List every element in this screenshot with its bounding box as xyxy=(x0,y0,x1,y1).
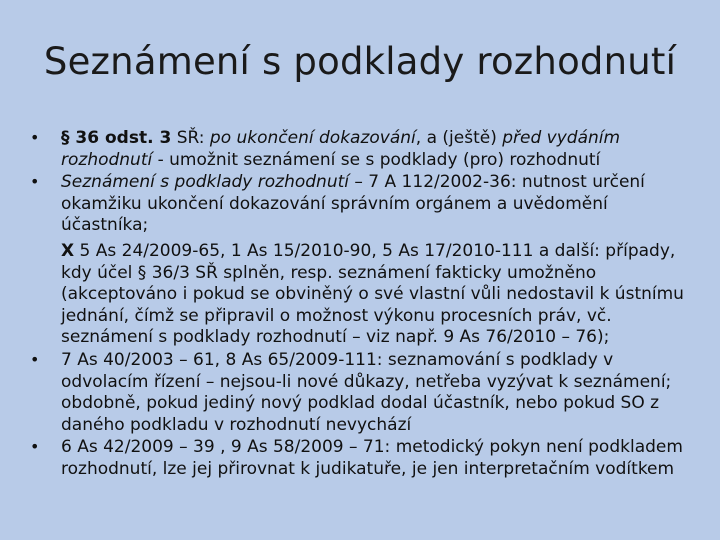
text-run: 5 As 24/2009-65, 1 As 15/2010-90, 5 As 17/2010-111 a další: případy, kdy účel § 36/3 SŘ splněn, resp. seznámení fakticky umožněno (akceptováno i pokud se obviněný o své vlastní vůli nedostavil k ústnímu jednání, čímž se připravil o možnost výkonu procesních práv, vč. seznámení s podklady rozhodnutí – viz např. 9 As 76/2010 – 76); xyxy=(61,240,684,348)
bullet-item-1 xyxy=(30,128,700,171)
text-run: - umožnit seznámení se s podklady (pro) rozhodnutí xyxy=(152,149,601,170)
text-run: , a (ještě) xyxy=(415,128,503,148)
text-run: X xyxy=(61,240,75,261)
slide-content xyxy=(30,128,700,482)
text-run: po ukončení dokazování xyxy=(209,128,416,148)
bullet-marker: • xyxy=(30,128,40,147)
text-run: – 7 A 112/2002-36: nutnost určení okamžiku ukončení dokazování správním orgánem a uvědomění účastníka; xyxy=(61,172,645,236)
bullet-text xyxy=(61,128,620,170)
paragraph-text xyxy=(61,241,684,347)
text-run: Seznámení s podklady rozhodnutí xyxy=(61,172,349,193)
text-run: § 36 odst. 3 xyxy=(61,128,172,148)
bullet-marker: • xyxy=(30,437,40,457)
bullet-text: 7 As 40/2003 – 61, 8 As 65/2009-111: seznamování s podklady v odvolacím řízení – nejsou-li nové důkazy, netřeba vyzývat k seznámení; obdobně, pokud jediný nový podklad dodal účastník, nebo pokud SO z daného podkladu v rozhodnutí nevychází xyxy=(61,349,672,435)
text-run: SŘ: xyxy=(171,128,210,148)
bullet-item-5 xyxy=(30,437,700,480)
bullet-text: 6 As 42/2009 – 39 , 9 As 58/2009 – 71: metodický pokyn není podkladem rozhodnutí, lze jej přirovnat k judikatuře, je jen interpretačním vodítkem xyxy=(61,437,683,479)
bullet-text xyxy=(61,172,645,235)
bullet-marker: • xyxy=(30,349,40,369)
bullet-item-4 xyxy=(30,350,700,436)
bullet-marker: • xyxy=(30,172,40,192)
bullet-item-2 xyxy=(30,172,700,237)
paragraph-item-3 xyxy=(30,241,700,349)
slide-title: Seznámení s podklady rozhodnutí xyxy=(43,40,677,83)
text-run: před vydáním rozhodnutí xyxy=(61,128,621,170)
